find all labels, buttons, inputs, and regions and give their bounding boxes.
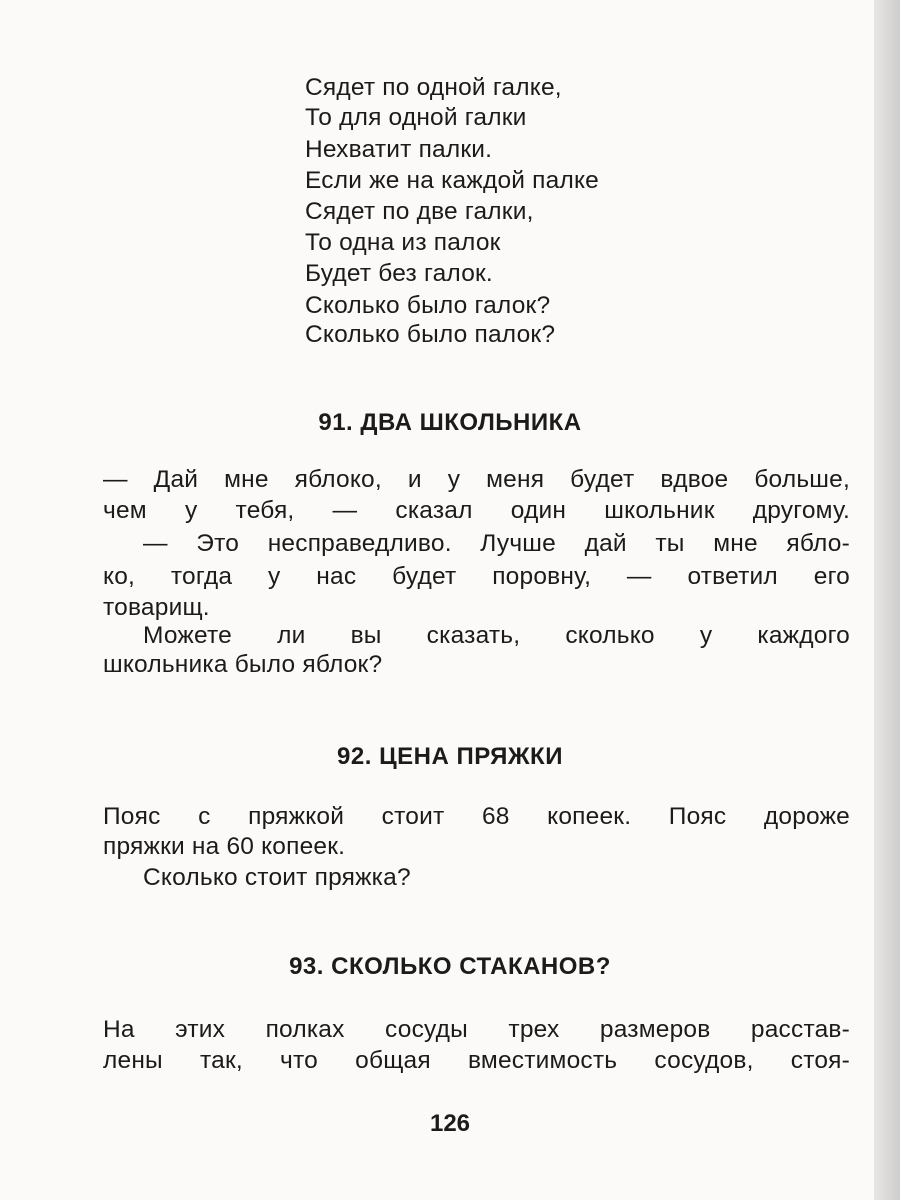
problem-91-text: товарищ.	[103, 594, 210, 621]
problem-91-text: ко, тогда у нас будет поровну, — ответил его	[103, 563, 850, 590]
poem-line: Сколько было галок?	[305, 292, 551, 319]
problem-91-text: — Дай мне яблоко, и у меня будет вдвое больше,	[103, 466, 850, 493]
poem-line: Сколько было палок?	[305, 321, 556, 348]
poem-line: То для одной галки	[305, 104, 527, 131]
problem-91-text: Можете ли вы сказать, сколько у каждого	[143, 622, 850, 649]
poem-line: Сядет по две галки,	[305, 198, 534, 225]
page-edge	[874, 0, 900, 1200]
problem-93-text: лены так, что общая вместимость сосудов, стоя-	[103, 1047, 850, 1074]
problem-92-title: 92. ЦЕНА ПРЯЖКИ	[337, 743, 563, 770]
poem-line: Сядет по одной галке,	[305, 74, 562, 101]
problem-93-text: На этих полках сосуды трех размеров расстав-	[103, 1016, 850, 1043]
problem-92-text: Сколько стоит пряжка?	[143, 864, 411, 891]
problem-92-text: пряжки на 60 копеек.	[103, 833, 346, 860]
problem-93-title: 93. СКОЛЬКО СТАКАНОВ?	[289, 953, 611, 980]
poem-line: Нехватит палки.	[305, 136, 493, 163]
problem-91-title: 91. ДВА ШКОЛЬНИКА	[318, 409, 582, 436]
poem-line: Если же на каждой палке	[305, 167, 599, 194]
problem-92-text: Пояс с пряжкой стоит 68 копеек. Пояс дороже	[103, 803, 850, 830]
poem-line: То одна из палок	[305, 229, 501, 256]
problem-91-text: — Это несправедливо. Лучше дай ты мне ябло-	[143, 530, 850, 557]
poem-line: Будет без галок.	[305, 260, 493, 287]
problem-91-text: чем у тебя, — сказал один школьник другому.	[103, 497, 850, 524]
problem-91-text: школьника было яблок?	[103, 651, 383, 678]
page-number: 126	[429, 1110, 471, 1137]
